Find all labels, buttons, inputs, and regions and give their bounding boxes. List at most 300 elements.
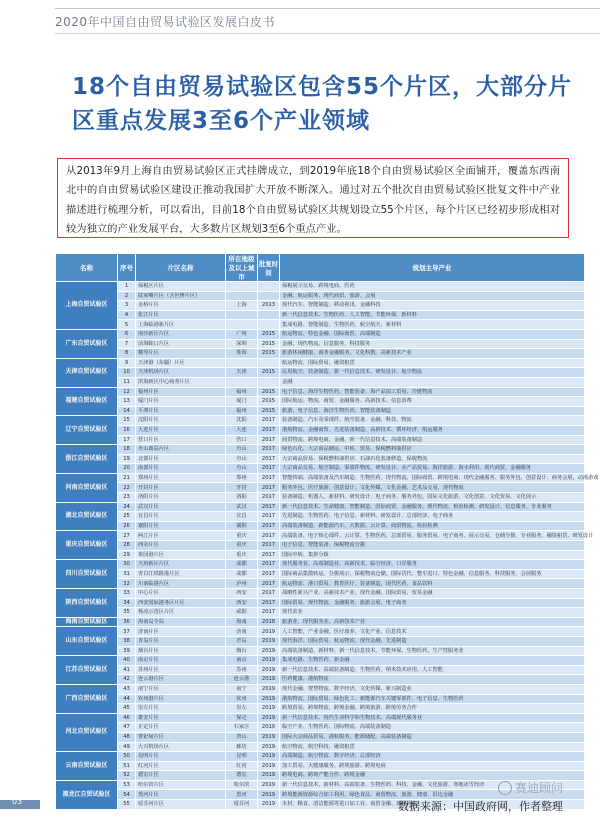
zone-area-cell: 哈尔滨片区 xyxy=(136,780,226,790)
row-index-cell: 39 xyxy=(118,646,136,656)
row-index-cell: 4 xyxy=(118,310,136,320)
industry-cell: 装备制造、汽车及零部件、航空装备、金融、科技、物流 xyxy=(280,416,585,426)
row-index-cell: 38 xyxy=(118,636,136,646)
industry-cell: 国际贸易、现代物流、金融服务、旅游会展、电子商务 xyxy=(280,598,585,608)
table-row xyxy=(56,310,585,320)
date-cell: 2017 xyxy=(258,502,280,512)
zone-area-cell: 杨凌示范区片区 xyxy=(136,608,226,618)
industry-cell: 航运物流、港口贸易、教育医疗、装备制造、现代医药、食品饮料 xyxy=(280,579,585,589)
zone-name-cell: 广西自贸试验区 xyxy=(56,684,118,713)
table-row xyxy=(56,368,585,378)
table-row xyxy=(56,694,585,704)
city-cell: 德宏 xyxy=(226,771,258,781)
zone-area-cell: 郑州片区 xyxy=(136,473,226,483)
city-cell xyxy=(226,320,258,330)
row-index-cell: 42 xyxy=(118,675,136,685)
industry-cell: 现代汽车、智能制造、移动视讯、金融科技 xyxy=(280,301,585,311)
row-index-cell: 36 xyxy=(118,617,136,627)
zone-area-cell: 南部片区 xyxy=(136,464,226,474)
city-cell: 深圳 xyxy=(226,339,258,349)
row-index-cell: 27 xyxy=(118,531,136,541)
table-row xyxy=(56,531,585,541)
date-cell: 2018 xyxy=(258,617,280,627)
row-index-cell: 35 xyxy=(118,608,136,618)
date-cell: 2015 xyxy=(258,397,280,407)
city-cell xyxy=(226,310,258,320)
zone-area-cell: 烟台片区 xyxy=(136,646,226,656)
table-row xyxy=(56,761,585,771)
zone-area-cell: 南沙新区片区 xyxy=(136,329,226,339)
row-index-cell: 1 xyxy=(118,282,136,292)
table-row xyxy=(56,665,585,675)
table-body xyxy=(56,282,599,810)
zone-area-cell: 崇左片区 xyxy=(136,704,226,714)
zone-area-cell: 果园港片区 xyxy=(136,550,226,560)
zone-area-cell: 横琴片区 xyxy=(136,349,226,359)
industry-cell: 新一代信息技术、高端装备制造、生物医药、纳米技术应用、人工智能 xyxy=(280,665,585,675)
date-cell: 2017 xyxy=(258,589,280,599)
zone-area-cell: 洛阳片区 xyxy=(136,493,226,503)
city-cell: 沈阳 xyxy=(226,416,258,426)
date-cell: 2013 xyxy=(258,301,280,311)
date-cell: 2019 xyxy=(258,800,280,810)
industry-cell: 金融 xyxy=(280,377,585,387)
city-cell: 咸阳 xyxy=(226,608,258,618)
table-row xyxy=(56,608,585,618)
date-cell: 2017 xyxy=(258,521,280,531)
industry-cell: 国际大宗商品贸易、港航服务、能源储配、高端装备制造 xyxy=(280,732,585,742)
city-cell: 郑州 xyxy=(226,473,258,483)
industry-cell: 新一代信息技术、新材料、高端装备、生物医药、科技、金融、文化旅游、寒地冰雪经济 xyxy=(280,780,585,790)
zone-area-cell: 苏州片区 xyxy=(136,665,226,675)
date-cell: 2017 xyxy=(258,531,280,541)
row-index-cell: 47 xyxy=(118,723,136,733)
row-index-cell: 32 xyxy=(118,579,136,589)
zone-area-cell: 开封片区 xyxy=(136,483,226,493)
date-cell: 2019 xyxy=(258,675,280,685)
table-row xyxy=(56,560,585,570)
date-cell: 2015 xyxy=(258,329,280,339)
zone-name-cell: 河北自贸试验区 xyxy=(56,713,118,751)
row-index-cell: 17 xyxy=(118,435,136,445)
zone-area-cell: 正定片区 xyxy=(136,723,226,733)
table-row xyxy=(56,598,585,608)
date-cell: 2017 xyxy=(258,550,280,560)
city-cell: 福州 xyxy=(226,387,258,397)
city-cell xyxy=(226,282,258,292)
industry-cell: 国际中转、集拼分拨 xyxy=(280,550,585,560)
table-row xyxy=(56,339,585,349)
row-index-cell: 44 xyxy=(118,694,136,704)
city-cell: 重庆 xyxy=(226,550,258,560)
row-index-cell: 25 xyxy=(118,512,136,522)
industry-cell: 新一代信息技术、生物医药、人工智能、节能环保、新材料 xyxy=(280,310,585,320)
table-row xyxy=(56,387,585,397)
date-cell: 2019 xyxy=(258,656,280,666)
row-index-cell: 28 xyxy=(118,541,136,551)
zone-area-cell: 襄阳片区 xyxy=(136,521,226,531)
header-zone: 片区名称 xyxy=(136,254,226,282)
date-cell: 2019 xyxy=(258,780,280,790)
date-cell: 2017 xyxy=(258,435,280,445)
table-row xyxy=(56,617,585,627)
zone-area-cell: 南京片区 xyxy=(136,656,226,666)
industry-cell: 高端装备制造、新材料、新一代信息技术、节能环保、生物医药、生产性服务业 xyxy=(280,646,585,656)
city-cell: 崇左 xyxy=(226,704,258,714)
table-row xyxy=(56,473,585,483)
zone-area-cell: 南宁片区 xyxy=(136,684,226,694)
zone-area-cell: 海南岛全岛 xyxy=(136,617,226,627)
industry-cell: 航空物流、航空科技、融资租赁 xyxy=(280,742,585,752)
industry-cell: 商贸物流、跨境电商、金融、新一代信息技术、高端装备制造 xyxy=(280,435,585,445)
zone-name-cell: 海南自贸试验区 xyxy=(56,617,118,627)
date-cell: 2019 xyxy=(258,790,280,800)
table-row xyxy=(56,723,585,733)
row-index-cell: 8 xyxy=(118,349,136,359)
table-row xyxy=(56,550,585,560)
industry-cell: 旅游休闲健康、商务金融服务、文化科教、高新技术产业 xyxy=(280,349,585,359)
zone-area-cell: 大连片区 xyxy=(136,425,226,435)
watermark-text: 赛迪顾问 xyxy=(515,781,564,795)
row-index-cell: 33 xyxy=(118,589,136,599)
industry-cell: 大宗商品贸易、保税燃料油供应、石油石化装备修造、保税物流 xyxy=(280,454,585,464)
row-index-cell: 12 xyxy=(118,387,136,397)
zone-area-cell: 雄安片区 xyxy=(136,713,226,723)
table-row xyxy=(56,656,585,666)
date-cell: 2019 xyxy=(258,646,280,656)
zone-area-cell: 西安国际港务区片区 xyxy=(136,598,226,608)
city-cell: 泸州 xyxy=(226,579,258,589)
industry-cell: 人工智能、产业金融、医疗康养、文化产业、信息技术 xyxy=(280,627,585,637)
row-index-cell: 23 xyxy=(118,493,136,503)
industry-cell: 高端装备制造、新能源汽车、大数据、云计算、商贸物流、检验检测 xyxy=(280,521,585,531)
table-row xyxy=(56,684,585,694)
table-row xyxy=(56,521,585,531)
data-source-note: 数据来源：中国政府网，作者整理 xyxy=(398,800,563,813)
zone-area-cell: 西永片区 xyxy=(136,541,226,551)
table-row xyxy=(56,320,585,330)
city-cell: 昆明 xyxy=(226,752,258,762)
row-index-cell: 46 xyxy=(118,713,136,723)
zone-name-cell: 重庆自贸试验区 xyxy=(56,531,118,560)
city-cell: 重庆 xyxy=(226,531,258,541)
row-index-cell: 40 xyxy=(118,656,136,666)
zone-area-cell: 钦州港片区 xyxy=(136,694,226,704)
date-cell: 2019 xyxy=(258,732,280,742)
zone-name-cell: 广东自贸试验区 xyxy=(56,329,118,358)
table-row xyxy=(56,416,585,426)
date-cell xyxy=(258,282,280,292)
table-row xyxy=(56,291,585,301)
industry-cell: 集成电路、智能制造、生物医药、航空航天、新材料 xyxy=(280,320,585,330)
row-index-cell: 19 xyxy=(118,454,136,464)
city-cell: 上海 xyxy=(226,301,258,311)
date-cell: 2019 xyxy=(258,771,280,781)
zone-area-cell: 营口片区 xyxy=(136,435,226,445)
date-cell: 2015 xyxy=(258,339,280,349)
city-cell: 开封 xyxy=(226,483,258,493)
zone-area-cell: 舟山离岛片区 xyxy=(136,445,226,455)
zone-area-cell: 青岛片区 xyxy=(136,636,226,646)
city-cell xyxy=(226,377,258,387)
industry-cell: 绿色石化、大宗商品储运、中转、贸易、保税燃料油供应 xyxy=(280,445,585,455)
city-cell: 南宁 xyxy=(226,684,258,694)
table-row xyxy=(56,301,585,311)
row-index-cell: 21 xyxy=(118,473,136,483)
header-rule xyxy=(55,33,600,34)
zone-area-cell: 前海蛇口片区 xyxy=(136,339,226,349)
date-cell: 2019 xyxy=(258,742,280,752)
zone-name-cell: 四川自贸试验区 xyxy=(56,560,118,589)
row-index-cell: 26 xyxy=(118,521,136,531)
table-row xyxy=(56,435,585,445)
city-cell: 绥芬河 xyxy=(226,800,258,810)
zone-name-cell: 陕西自贸试验区 xyxy=(56,589,118,618)
city-cell: 青岛 xyxy=(226,636,258,646)
date-cell: 2019 xyxy=(258,684,280,694)
row-index-cell: 13 xyxy=(118,397,136,407)
date-cell: 2019 xyxy=(258,694,280,704)
industry-cell: 民用航空、装备制造、新一代信息技术、研发设计、航空物流 xyxy=(280,368,585,378)
city-cell: 海南 xyxy=(226,617,258,627)
date-cell: 2019 xyxy=(258,636,280,646)
industry-cell: 现代服务业、高端制造业、高新技术、临空经济、口岸服务 xyxy=(280,560,585,570)
city-cell: 洛阳 xyxy=(226,493,258,503)
table-row xyxy=(56,493,585,503)
industry-cell: 现代农业 xyxy=(280,608,585,618)
city-cell: 石家庄 xyxy=(226,723,258,733)
city-cell: 西安 xyxy=(226,589,258,599)
industry-cell: 大宗商品交易、航空制造、零部件物流、研发设计、水产品贸易、海洋旅游、海水利用、现代商贸、金融服务 xyxy=(280,464,585,474)
table-row xyxy=(56,397,585,407)
row-index-cell: 45 xyxy=(118,704,136,714)
intro-paragraph: 从2013年9月上海自由贸易试验区正式挂牌成立，到2019年底18个自由贸易试验区全面铺开，覆盖东西南北中的自由贸易试验区建设正推动我国扩大开放不断深入。通过对五个批次自由贸易试验区批复文件中产业描述进行梳理分析，可以看出，目前18个自由贸易试验区共规划设立55个片区，每个片区已经初步形成相对较为独立的产业发展平台，大多数片区规划3至6个重点产业。 xyxy=(57,158,569,238)
industry-cell: 国际商品集散转运、分拨展示、保税物流仓储、国际货代、整车进口、特色金融、信息服务、科技服务、会展服务 xyxy=(280,569,585,579)
city-cell: 广州 xyxy=(226,329,258,339)
row-index-cell: 22 xyxy=(118,483,136,493)
table-row xyxy=(56,454,585,464)
city-cell: 厦门 xyxy=(226,397,258,407)
city-cell: 成都 xyxy=(226,560,258,570)
zone-area-cell: 保税区片区 xyxy=(136,282,226,292)
row-index-cell: 30 xyxy=(118,560,136,570)
industry-cell: 国际航运、物流、商贸、金融服务、高新技术、信息消费 xyxy=(280,397,585,407)
zone-area-cell: 德宏片区 xyxy=(136,771,226,781)
row-index-cell: 20 xyxy=(118,464,136,474)
row-index-cell: 10 xyxy=(118,368,136,378)
zone-area-cell: 中心片区 xyxy=(136,589,226,599)
row-index-cell: 54 xyxy=(118,790,136,800)
city-cell: 舟山 xyxy=(226,454,258,464)
zone-area-cell: 天津机场片区 xyxy=(136,368,226,378)
city-cell: 哈尔滨 xyxy=(226,780,258,790)
zone-name-cell: 天津自贸试验区 xyxy=(56,358,118,387)
industry-cell: 新一代信息技术、现代生命科学和生物技术、高端现代服务业 xyxy=(280,713,585,723)
header-index: 序号 xyxy=(118,254,136,282)
industry-cell: 电子信息、智能装备、保税物流分拨 xyxy=(280,541,585,551)
date-cell: 2017 xyxy=(258,473,280,483)
zone-name-cell: 上海自贸试验区 xyxy=(56,282,118,330)
date-cell: 2019 xyxy=(258,761,280,771)
table-row xyxy=(56,406,585,416)
city-cell: 福州 xyxy=(226,406,258,416)
industry-cell: 集成电路、生物医药、新金融 xyxy=(280,656,585,666)
zone-area-cell: 武汉片区 xyxy=(136,502,226,512)
row-index-cell: 48 xyxy=(118,732,136,742)
zone-name-cell: 浙江自贸试验区 xyxy=(56,445,118,474)
city-cell: 成都 xyxy=(226,569,258,579)
zone-area-cell: 天府新区片区 xyxy=(136,560,226,570)
row-index-cell: 15 xyxy=(118,416,136,426)
industry-cell: 金融、航运服务、现代商贸、旅游、会展 xyxy=(280,291,585,301)
date-cell xyxy=(258,310,280,320)
zone-area-cell: 川南临港片区 xyxy=(136,579,226,589)
city-cell: 烟台 xyxy=(226,646,258,656)
zone-name-cell: 山东自贸试验区 xyxy=(56,627,118,656)
date-cell: 2017 xyxy=(258,598,280,608)
row-index-cell: 3 xyxy=(118,301,136,311)
table-row xyxy=(56,502,585,512)
table-row xyxy=(56,349,585,359)
zone-area-cell: 黑河片区 xyxy=(136,790,226,800)
row-index-cell: 16 xyxy=(118,425,136,435)
date-cell: 2019 xyxy=(258,723,280,733)
zone-area-cell: 厦门片区 xyxy=(136,397,226,407)
date-cell: 2015 xyxy=(258,349,280,359)
date-cell: 2017 xyxy=(258,416,280,426)
city-cell: 武汉 xyxy=(226,502,258,512)
zone-name-cell: 辽宁自贸试验区 xyxy=(56,416,118,445)
table-row xyxy=(56,483,585,493)
industry-cell: 现代海洋、国际贸易、航运物流、现代金融、先进制造 xyxy=(280,636,585,646)
zone-area-cell: 陆家嘴片区（含世博片区） xyxy=(136,291,226,301)
city-cell: 襄阳 xyxy=(226,521,258,531)
date-cell: 2017 xyxy=(258,493,280,503)
date-cell: 2019 xyxy=(258,704,280,714)
industry-cell: 服务外包、医疗旅游、创意设计、文化传媒、文化金融、艺术品交易、现代物流 xyxy=(280,483,585,493)
row-index-cell: 43 xyxy=(118,684,136,694)
zone-area-cell: 北部片区 xyxy=(136,454,226,464)
zone-area-cell: 青白江铁路港片区 xyxy=(136,569,226,579)
industry-cell: 旅游、电子信息、海洋生物医药、智能装备制造 xyxy=(280,406,585,416)
table-header-row xyxy=(56,254,585,282)
city-cell: 南京 xyxy=(226,656,258,666)
table-row xyxy=(56,646,585,656)
city-cell: 舟山 xyxy=(226,445,258,455)
industry-cell: 跨境能源资源综合加工利用、绿色食品、商贸物流、旅游、健康、沿边金融 xyxy=(280,790,585,800)
row-index-cell: 11 xyxy=(118,377,136,387)
city-cell: 廊坊 xyxy=(226,742,258,752)
table-row xyxy=(56,541,585,551)
row-index-cell: 51 xyxy=(118,761,136,771)
city-cell: 宜昌 xyxy=(226,512,258,522)
table-row xyxy=(56,329,585,339)
date-cell: 2015 xyxy=(258,368,280,378)
industry-cell: 旅游业、现代服务业、高新技术产业 xyxy=(280,617,585,627)
date-cell: 2017 xyxy=(258,541,280,551)
industry-cell: 临空产业、生物医药、国际物流、高端装备制造 xyxy=(280,723,585,733)
table-row xyxy=(56,569,585,579)
city-cell: 苏州 xyxy=(226,665,258,675)
table-row xyxy=(56,579,585,589)
row-index-cell: 18 xyxy=(118,445,136,455)
industry-cell: 跨境电商、跨境产能合作、跨境金融 xyxy=(280,771,585,781)
city-cell: 保定 xyxy=(226,713,258,723)
zone-area-cell: 宜昌片区 xyxy=(136,512,226,522)
city-cell xyxy=(226,358,258,368)
zone-table xyxy=(55,253,599,810)
table-row xyxy=(56,445,585,455)
zone-area-cell: 上海临港新片区 xyxy=(136,320,226,330)
industry-cell: 跨境贸易、跨境物流、跨境金融、跨境旅游、跨境劳务合作 xyxy=(280,704,585,714)
city-cell xyxy=(226,291,258,301)
date-cell: 2017 xyxy=(258,512,280,522)
table-row xyxy=(56,358,585,368)
zone-area-cell: 红河片区 xyxy=(136,761,226,771)
page-number: 03 xyxy=(12,797,23,806)
city-cell: 营口 xyxy=(226,435,258,445)
row-index-cell: 29 xyxy=(118,550,136,560)
zone-area-cell: 大兴机场片区 xyxy=(136,742,226,752)
date-cell: 2015 xyxy=(258,406,280,416)
date-cell xyxy=(258,291,280,301)
city-cell: 济南 xyxy=(226,627,258,637)
row-index-cell: 31 xyxy=(118,569,136,579)
table-row xyxy=(56,627,585,637)
row-index-cell: 34 xyxy=(118,598,136,608)
row-index-cell: 9 xyxy=(118,358,136,368)
table-row xyxy=(56,282,585,292)
table-row xyxy=(56,704,585,714)
row-index-cell: 53 xyxy=(118,780,136,790)
zone-area-cell: 绥芬河片区 xyxy=(136,800,226,810)
city-cell: 天津 xyxy=(226,368,258,378)
row-index-cell: 6 xyxy=(118,329,136,339)
industry-cell: 保税展示交易、跨境电商、医药 xyxy=(280,282,585,292)
zone-area-cell: 金桥片区 xyxy=(136,301,226,311)
zone-area-cell: 福州片区 xyxy=(136,387,226,397)
zone-area-cell: 天津港（东疆）片区 xyxy=(136,358,226,368)
table-row xyxy=(56,425,585,435)
industry-cell: 港航物流、国际贸易、绿色化工、新能源汽车关键零部件、电子信息、生物医药 xyxy=(280,694,585,704)
city-cell: 唐山 xyxy=(226,732,258,742)
industry-cell: 医药健康、港航物流 xyxy=(280,675,585,685)
header-name: 名称 xyxy=(56,254,118,282)
industry-cell: 金融、现代物流、信息服务、科技服务 xyxy=(280,339,585,349)
table-row xyxy=(56,377,585,387)
date-cell: 2017 xyxy=(258,608,280,618)
date-cell: 2017 xyxy=(258,483,280,493)
industry-cell: 战略性新兴产业、高新技术产业、现代金融、国际贸易、贸易金融 xyxy=(280,589,585,599)
date-cell xyxy=(258,320,280,330)
date-cell: 2017 xyxy=(258,579,280,589)
header-industry: 规划主导产业 xyxy=(280,254,585,282)
zone-name-cell: 河南自贸试验区 xyxy=(56,473,118,502)
zone-area-cell: 连云港片区 xyxy=(136,675,226,685)
city-cell: 珠海 xyxy=(226,349,258,359)
zone-area-cell: 沈阳片区 xyxy=(136,416,226,426)
date-cell xyxy=(258,377,280,387)
header-date: 批复时间 xyxy=(258,254,280,282)
zone-area-cell: 两江片区 xyxy=(136,531,226,541)
city-cell: 大连 xyxy=(226,425,258,435)
industry-cell: 航运物流、特色金融、国际商贸、高端制造 xyxy=(280,329,585,339)
date-cell xyxy=(258,358,280,368)
row-index-cell: 52 xyxy=(118,771,136,781)
table-row xyxy=(56,742,585,752)
industry-cell: 木材、粮食、清洁能源等进口加工业、商贸金融、现代物流 xyxy=(280,800,585,810)
date-cell: 2017 xyxy=(258,560,280,570)
